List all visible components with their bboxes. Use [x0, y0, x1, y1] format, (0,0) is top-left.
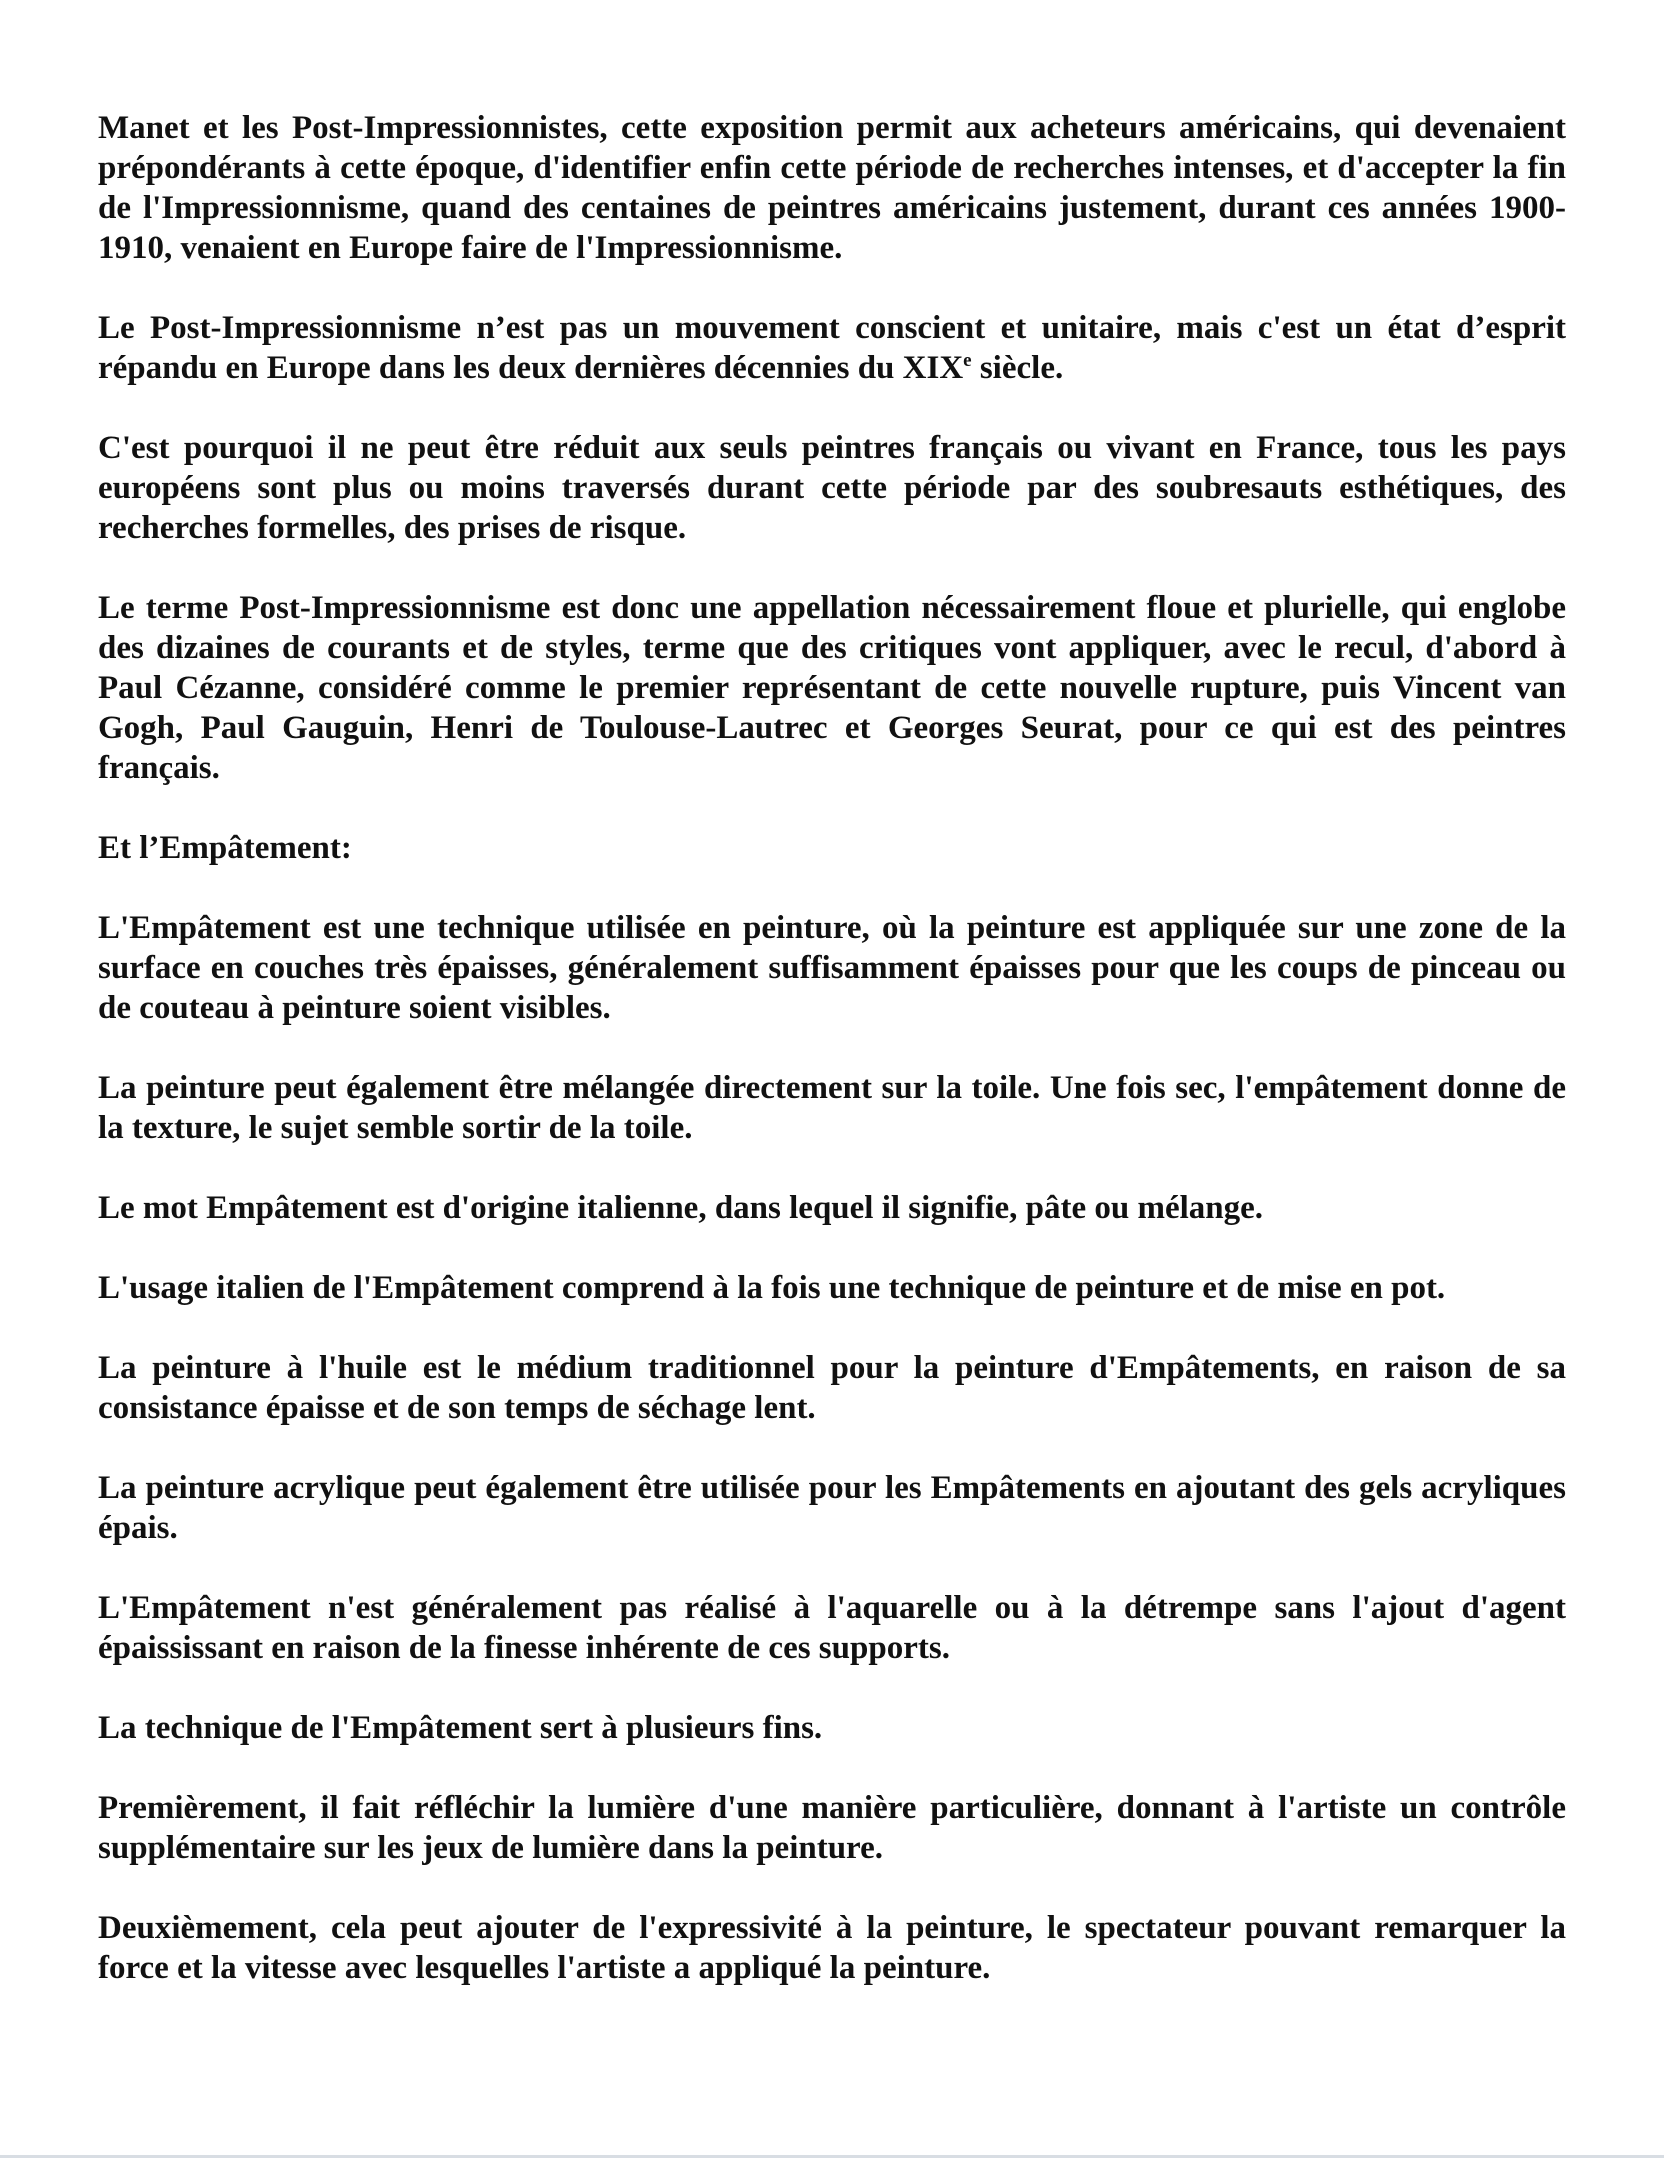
paragraph-7: La peinture peut également être mélangée directement sur la toile. Une fois sec, l'empâtement donne de la texture, le sujet semble sortir de la toile. — [98, 1070, 1566, 1146]
paragraph-2-tail: siècle. — [971, 350, 1064, 386]
paragraph-2-text: Le Post-Impressionnisme n’est pas un mouvement conscient et unitaire, mais c'est un état d’esprit répandu en Europe dans les deux dernières décennies du XIX — [98, 310, 1566, 386]
section-heading-empatement: Et l’Empâtement: — [98, 830, 352, 866]
paragraph-9: L'usage italien de l'Empâtement comprend à la fois une technique de peinture et de mise en pot. — [98, 1270, 1446, 1306]
paragraph-4: Le terme Post-Impressionnisme est donc une appellation nécessairement floue et plurielle, qui englobe des dizaines de courants et de styles, terme que des critiques vont appliquer, avec le recul, d'abord à Paul Cézanne, considéré comme le premier représentant de cette nouvelle rupture, puis Vincent van Gogh, Paul Gauguin, Henri de Toulouse-Lautrec et Georges Seurat, pour ce qui est des peintres français. — [98, 590, 1566, 786]
paragraph-14: Premièrement, il fait réfléchir la lumière d'une manière particulière, donnant à l'artiste un contrôle supplémentaire sur les jeux de lumière dans la peinture. — [98, 1790, 1566, 1866]
paragraph-6: L'Empâtement est une technique utilisée en peinture, où la peinture est appliquée sur une zone de la surface en couches très épaisses, généralement suffisamment épaisses pour que les coups de pinceau ou de couteau à peinture soient visibles. — [98, 910, 1566, 1026]
paragraph-2 — [98, 308, 1566, 388]
paragraph-15: Deuxièmement, cela peut ajouter de l'expressivité à la peinture, le spectateur pouvant remarquer la force et la vitesse avec lesquelles l'artiste a appliqué la peinture. — [98, 1910, 1566, 1986]
paragraph-12: L'Empâtement n'est généralement pas réalisé à l'aquarelle ou à la détrempe sans l'ajout d'agent épaississant en raison de la finesse inhérente de ces supports. — [98, 1590, 1566, 1666]
century-superscript: e — [963, 350, 972, 371]
document-page — [98, 108, 1566, 2028]
paragraph-11: La peinture acrylique peut également être utilisée pour les Empâtements en ajoutant des gels acryliques épais. — [98, 1470, 1566, 1546]
paragraph-3: C'est pourquoi il ne peut être réduit aux seuls peintres français ou vivant en France, tous les pays européens sont plus ou moins traversés durant cette période par des soubresauts esthétiques, des recherches formelles, des prises de risque. — [98, 430, 1566, 546]
paragraph-1: Manet et les Post-Impressionnistes, cette exposition permit aux acheteurs américains, qui devenaient prépondérants à cette époque, d'identifier enfin cette période de recherches intenses, et d'accepter la fin de l'Impressionnisme, quand des centaines de peintres américains justement, durant ces années 1900-1910, venaient en Europe faire de l'Impressionnisme. — [98, 110, 1566, 266]
paragraph-8: Le mot Empâtement est d'origine italienne, dans lequel il signifie, pâte ou mélange. — [98, 1190, 1264, 1226]
paragraph-13: La technique de l'Empâtement sert à plusieurs fins. — [98, 1710, 823, 1746]
paragraph-10: La peinture à l'huile est le médium traditionnel pour la peinture d'Empâtements, en raison de sa consistance épaisse et de son temps de séchage lent. — [98, 1350, 1566, 1426]
